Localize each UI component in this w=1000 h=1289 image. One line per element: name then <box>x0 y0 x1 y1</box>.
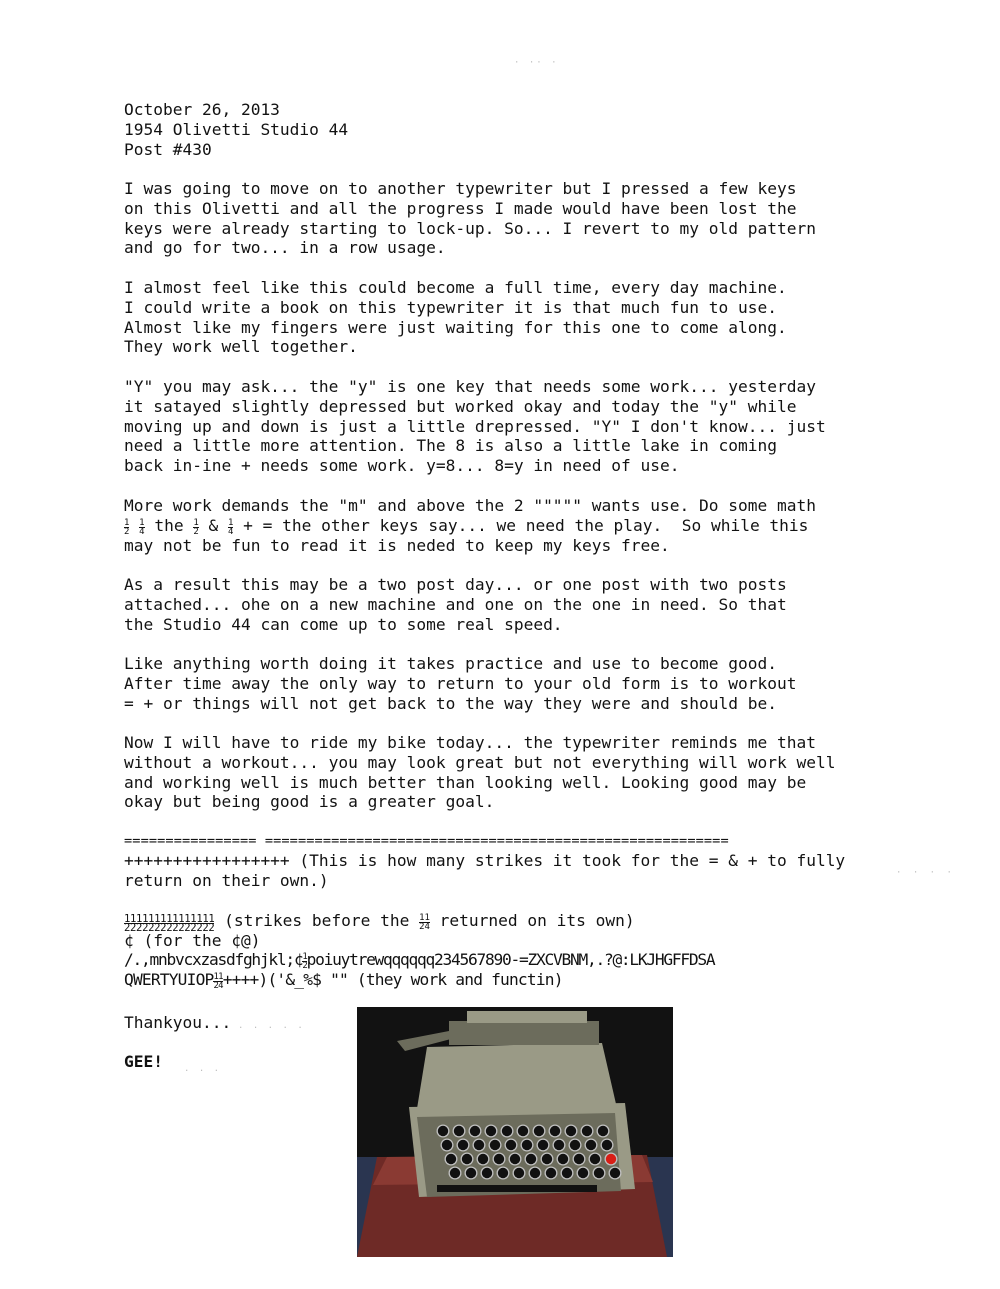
fraction-quarter: $\frac{1}{4}$ <box>139 517 145 537</box>
typewriter-key <box>598 1126 608 1136</box>
paragraph-5: As a result this may be a two post day... or one post with two posts attached... ohe on a new machine and one on the one in need. So that the Studio 44 can come up to some real speed. <box>124 575 787 634</box>
typewriter-key <box>530 1168 540 1178</box>
typewriter-key <box>594 1168 604 1178</box>
typewriter-key <box>538 1140 548 1150</box>
paper-support <box>467 1011 587 1023</box>
typewriter-key <box>518 1126 528 1136</box>
letter-machine: 1954 Olivetti Studio 44 <box>124 120 349 139</box>
typewriter-key <box>494 1154 504 1164</box>
typewriter-key <box>550 1126 560 1136</box>
fraction-half-3: $\frac{1}{2}$ <box>302 952 307 971</box>
cent-line: ¢ (for the ¢@) <box>124 931 261 950</box>
typewriter-carriage <box>449 1021 599 1045</box>
typewriter-key <box>522 1140 532 1150</box>
typewriter-key <box>454 1126 464 1136</box>
typewriter-key <box>514 1168 524 1178</box>
fraction-eleven-twentyfour: $\frac{11}{24}$ <box>419 913 430 932</box>
typewriter-key <box>534 1126 544 1136</box>
keys-line-2b: ++++)('&_%$ "" (they work and functin) <box>222 970 563 989</box>
typewriter-key <box>590 1154 600 1164</box>
space-bar <box>437 1185 597 1192</box>
typewriter-key <box>486 1126 496 1136</box>
typewriter-key <box>482 1168 492 1178</box>
paper-mark: · ·· · <box>514 58 559 68</box>
typewriter-key <box>574 1154 584 1164</box>
plus-strike-line: +++++++++++++++++ (This is how many strikes it took for the = & + to fully return on their own.) <box>124 851 846 890</box>
typewriter-key <box>610 1168 620 1178</box>
typewriter-key <box>586 1140 596 1150</box>
red-typewriter-key <box>606 1154 616 1164</box>
typewriter-key <box>554 1140 564 1150</box>
closing-thanks: Thankyou... <box>124 1013 232 1032</box>
typewriter-key <box>546 1168 556 1178</box>
typewriter-illustration <box>357 1007 673 1257</box>
paragraph-4 <box>124 496 816 556</box>
paper-mark-right: · · · · <box>896 868 955 878</box>
typewriter-key <box>498 1168 508 1178</box>
closing-signature: GEE! <box>124 1052 163 1071</box>
fraction-half-4: $\frac{1}{2}$ <box>213 972 219 991</box>
paragraph-4-line-1: More work demands the "m" and above the 2 """"" wants use. Do some math <box>124 496 816 515</box>
typewriter-key <box>438 1126 448 1136</box>
typewriter-key <box>558 1154 568 1164</box>
typewriter-key <box>470 1126 480 1136</box>
paragraph-4-rest: + = the other keys say... we need the play. So while this <box>233 515 809 535</box>
typewriter-key <box>450 1168 460 1178</box>
typewriter-key <box>474 1140 484 1150</box>
typewriter-key <box>458 1140 468 1150</box>
typewriter-key <box>446 1154 456 1164</box>
fraction-quarter-2: $\frac{1}{4}$ <box>228 517 234 537</box>
strikes-text-a: (strikes before the <box>214 911 420 930</box>
typewriter-key <box>442 1140 452 1150</box>
typewriter-key <box>526 1154 536 1164</box>
paragraph-1: I was going to move on to another typewriter but I pressed a few keys on this Olivetti and all the progress I made would have been lost the keys were already starting to lock-up. So... I revert to my old pattern and go for two... in a row usage. <box>124 179 816 258</box>
typewriter-key <box>510 1154 520 1164</box>
fraction-row: $\frac{111111111111111}{222222222222222}$ <box>124 913 215 934</box>
typewriter-key <box>490 1140 500 1150</box>
fraction-strike-line <box>124 911 635 932</box>
paragraph-6: Like anything worth doing it takes practice and use to become good. After time away the only way to return to your old form is to workout = + or things will not get back to the way they were and should be. <box>124 654 797 713</box>
paragraph-3: "Y" you may ask... the "y" is one key that needs some work... yesterday it satayed slightly depressed but worked okay and today the "y" while moving up and down is just a little drepressed. "Y" I don't know... just need a little more attention. The 8 is also a little lake in coming back in-ine + needs some work. y=8... 8=y in need of use. <box>124 377 826 476</box>
paragraph-4-line-3: may not be fun to read it is neded to keep my keys free. <box>124 535 670 555</box>
typewriter-key <box>466 1168 476 1178</box>
strikes-text-b: returned on its own) <box>429 911 635 930</box>
typewriter-key <box>602 1140 612 1150</box>
typewriter-key <box>502 1126 512 1136</box>
equals-strike-line: ================ ======================================================== <box>124 833 729 849</box>
letter-post-number: Post #430 <box>124 140 212 159</box>
typewriter-key <box>582 1126 592 1136</box>
typewriter-key <box>562 1168 572 1178</box>
letter-date: October 26, 2013 <box>124 100 280 119</box>
keys-line-1a: /.,mnbvcxzasdfghjkl;¢ <box>124 950 303 969</box>
paper-mark-thanks: . . . . . <box>238 1021 305 1031</box>
paragraph-4-amp: & <box>198 515 228 535</box>
typewriter-key <box>462 1154 472 1164</box>
typewriter-photo <box>357 1007 673 1257</box>
typewriter-key <box>542 1154 552 1164</box>
keys-line-1b: poiuytrewqqqqqq234567890-=ZXCVBNM,.?@:LKJHGFFDSA <box>306 950 715 969</box>
typewriter-key <box>566 1126 576 1136</box>
keyboard-test-line-2 <box>124 970 563 990</box>
fraction-half: $\frac{1}{2}$ <box>124 517 130 537</box>
typewriter-key <box>578 1168 588 1178</box>
typewriter-key <box>478 1154 488 1164</box>
fraction-half-2: $\frac{1}{2}$ <box>193 517 199 537</box>
keys-line-2a: QWERTYUIOP <box>124 970 214 989</box>
fraction-quarter-3: $\frac{1}{4}$ <box>218 972 223 991</box>
paragraph-2: I almost feel like this could become a full time, every day machine. I could write a book on this typewriter it is that much fun to use. Almost like my fingers were just waiting for this one to come along. They work well together. <box>124 278 787 357</box>
paragraph-7: Now I will have to ride my bike today... the typewriter reminds me that without a workout... you may look great but not everything will work well and working well is much better than looking well. Looking good may be okay but being good is a greater goal. <box>124 733 836 812</box>
keyboard-test-line-1 <box>124 950 714 970</box>
paragraph-4-the: the <box>144 515 194 535</box>
typewriter-key <box>570 1140 580 1150</box>
paper-mark-signature: . . . <box>184 1064 222 1074</box>
typewriter-key <box>506 1140 516 1150</box>
